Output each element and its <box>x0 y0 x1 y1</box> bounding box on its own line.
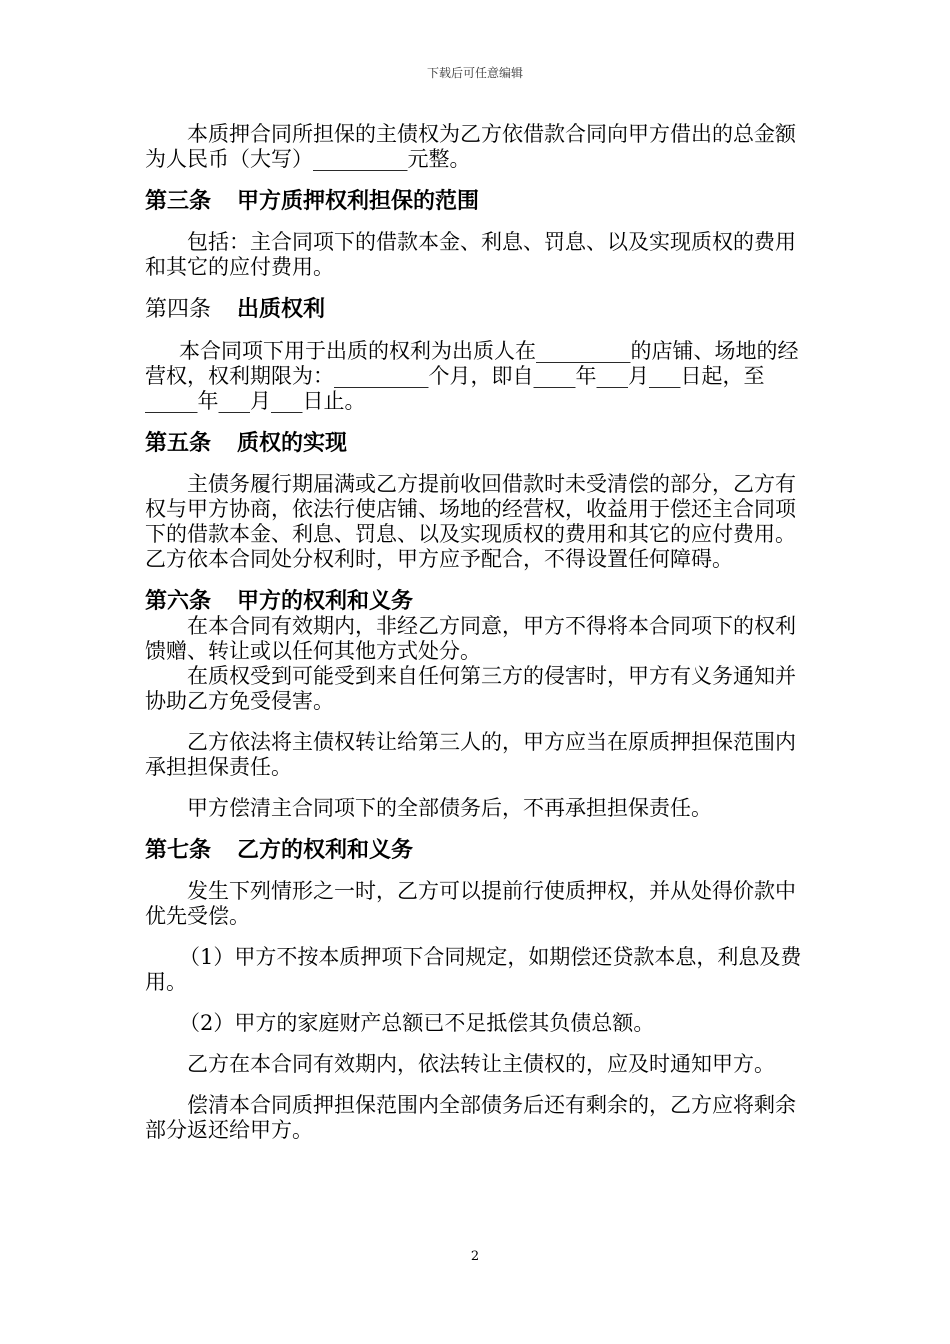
article-number: 第四条 <box>145 297 212 322</box>
paragraph-party-b-1: 发生下列情形之一时，乙方可以提前行使质押权，并从处得价款中优先受偿。 <box>145 879 796 928</box>
article-6-heading <box>145 588 815 614</box>
article-3-heading <box>145 188 815 214</box>
paragraph-party-a-2: 在质权受到可能受到来自任何第三方的侵害时，甲方有义务通知并协助乙方免受侵害。 <box>145 664 796 713</box>
paragraph-party-a-1: 在本合同有效期内，非经乙方同意，甲方不得将本合同项下的权利馈赠、转让或以任何其他方式处分。 <box>145 614 796 663</box>
paragraph-pledged-rights: 本合同项下用于出质的权利为出质人在_________的店铺、场地的经营权，权利期限为：_________个月，即自____年___月___日起，至_____年___月___日止。 <box>145 339 799 413</box>
article-5-heading <box>145 430 815 456</box>
paragraph-party-b-item-1: （1）甲方不按本质押项下合同规定，如期偿还贷款本息，利息及费用。 <box>145 945 802 994</box>
paragraph-principal-amount: 本质押合同所担保的主债权为乙方依借款合同向甲方借出的总金额为人民币（大写）_________元整。 <box>145 122 796 171</box>
article-4-heading <box>145 296 815 323</box>
article-number: 第六条 <box>145 588 212 614</box>
article-7-heading <box>145 837 815 863</box>
paragraph-party-a-4: 甲方偿清主合同项下的全部债务后，不再承担担保责任。 <box>187 796 712 820</box>
paragraph-scope: 包括：主合同项下的借款本金、利息、罚息、以及实现质权的费用和其它的应付费用。 <box>145 230 796 279</box>
article-number: 第七条 <box>145 837 212 863</box>
article-title: 甲方的权利和义务 <box>237 588 414 614</box>
article-title: 甲方质押权利担保的范围 <box>237 188 480 214</box>
paragraph-party-a-3: 乙方依法将主债权转让给第三人的，甲方应当在原质押担保范围内承担担保责任。 <box>145 730 796 779</box>
page-number: 2 <box>470 1249 480 1264</box>
paragraph-party-b-2: 乙方在本合同有效期内，依法转让主债权的，应及时通知甲方。 <box>187 1052 775 1076</box>
article-title: 出质权利 <box>237 296 326 322</box>
document-body <box>145 122 815 1143</box>
article-number: 第三条 <box>145 188 212 214</box>
article-title: 质权的实现 <box>237 430 348 456</box>
article-title: 乙方的权利和义务 <box>237 837 414 863</box>
paragraph-realization: 主债务履行期届满或乙方提前收回借款时未受清偿的部分，乙方有权与甲方协商，依法行使店铺、场地的经营权，收益用于偿还主合同项下的借款本金、利息、罚息、以及实现质权的费用和其它的应付费用。乙方依本合同处分权利时，甲方应予配合，不得设置任何障碍。 <box>145 472 796 571</box>
paragraph-party-b-item-2: （2）甲方的家庭财产总额已不足抵偿其负债总额。 <box>179 1011 655 1035</box>
paragraph-party-b-3: 偿清本合同质押担保范围内全部债务后还有剩余的，乙方应将剩余部分返还给甲方。 <box>145 1093 796 1142</box>
article-number: 第五条 <box>145 430 212 456</box>
header-note: 下载后可任意编辑 <box>426 66 523 80</box>
